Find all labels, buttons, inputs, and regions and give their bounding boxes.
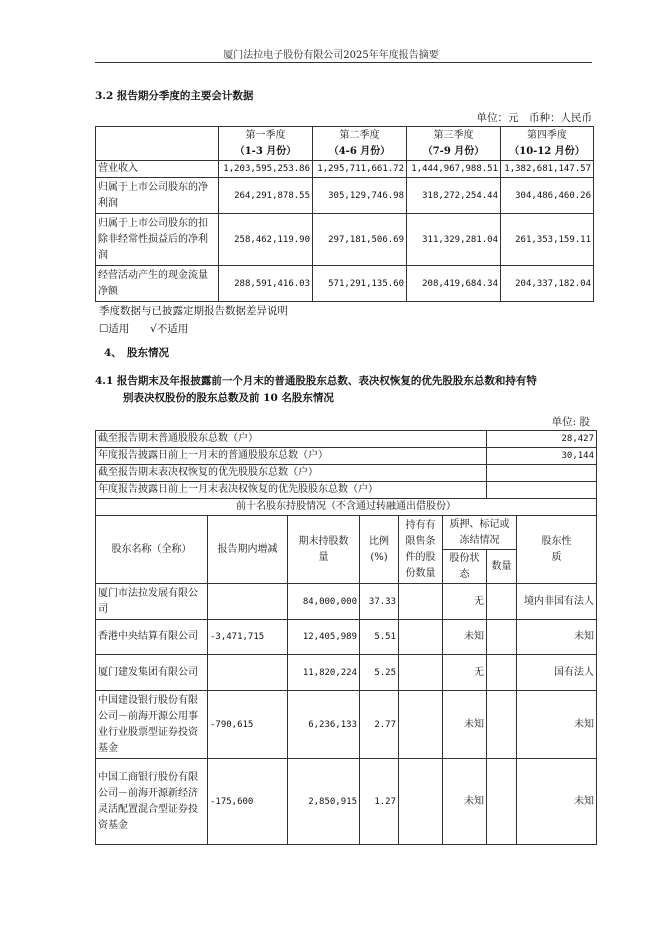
header-pledge-qty: 数量 [487,550,517,584]
holder-restricted [399,691,443,759]
holder-name: 中国工商银行股份有限公司－前海开源新经济灵活配置混合型证券投资基金 [96,759,208,845]
header-nature: 股东性质 [517,516,597,584]
holder-held: 2,850,915 [288,759,360,845]
table-row [96,178,594,214]
quarterly-header-row [96,127,594,161]
header-restricted: 持有有限售条件的股份数量 [399,516,443,584]
summary-value [487,482,597,499]
quarterly-data-table [95,126,594,302]
q4-header: 第四季度 （10-12 月份） [501,127,594,161]
holder-held: 11,820,224 [288,655,360,691]
table-row [96,759,597,845]
table-row [96,214,594,266]
holder-restricted [399,620,443,655]
cell-value: 258,462,119.90 [219,214,313,266]
page-header: 厦门法拉电子股份有限公司2025年年度报告摘要 [223,50,439,61]
holder-status: 无 [443,655,487,691]
holder-held: 6,236,133 [288,691,360,759]
table-row [96,620,597,655]
holder-qty [487,620,517,655]
holder-ratio: 2.77 [360,691,399,759]
holder-status: 未知 [443,691,487,759]
table-row [96,266,594,302]
cell-value: 571,291,135.60 [313,266,407,302]
header-rule [95,62,592,63]
summary-label: 年度报告披露日前上一月末的普通股股东总数（户） [96,448,487,465]
holder-nature: 国有法人 [517,655,597,691]
table-row [96,584,597,620]
holder-change [208,584,288,620]
q3-header: 第三季度 （7-9 月份） [407,127,501,161]
holder-restricted [399,584,443,620]
holder-name: 厦门建发集团有限公司 [96,655,208,691]
holder-header-row-1 [96,516,597,550]
header-name: 股东名称（全称） [96,516,208,584]
holder-held: 12,405,989 [288,620,360,655]
holder-change: -3,471,715 [208,620,288,655]
table-row [96,655,597,691]
holder-nature: 未知 [517,620,597,655]
cell-value: 305,129,746.98 [313,178,407,214]
header-held: 期末持股数量 [288,516,360,584]
holder-held: 84,000,000 [288,584,360,620]
summary-row [96,465,597,482]
cell-value: 1,382,681,147.57 [501,161,594,178]
holder-status: 无 [443,584,487,620]
section-4-1-title-line1: 4.1 报告期末及年报披露前一个月末的普通股股东总数、表决权恢复的优先股股东总数和持有特 [95,375,537,387]
summary-value: 30,144 [487,448,597,465]
cell-value: 1,203,595,253.86 [219,161,313,178]
holder-change: -790,615 [208,691,288,759]
header-pledge-status: 股份状态 [443,550,487,584]
cell-value: 1,295,711,661.72 [313,161,407,178]
cell-value: 208,419,684.34 [407,266,501,302]
summary-row [96,448,597,465]
holder-status: 未知 [443,759,487,845]
summary-row [96,482,597,499]
summary-label: 年度报告披露日前上一月末表决权恢复的优先股股东总数（户） [96,482,487,499]
holder-nature: 境内非国有法人 [517,584,597,620]
option-row [99,321,188,336]
section-4-title: 4、 股东情况 [104,347,170,359]
cell-value: 318,272,254.44 [407,178,501,214]
table-row [96,161,594,178]
shareholder-unit-label: 单位: 股 [551,416,590,428]
header-change: 报告期内增减 [208,516,288,584]
cell-value: 311,329,281.04 [407,214,501,266]
quarterly-unit-label: 单位：元 币种：人民币 [476,112,592,124]
table-row [96,691,597,759]
holder-name: 香港中央结算有限公司 [96,620,208,655]
header-pledge: 质押、标记或冻结情况 [443,516,517,550]
cell-value: 304,486,460.26 [501,178,594,214]
summary-value: 28,427 [487,431,597,448]
top10-caption: 前十名股东持股情况（不含通过转融通出借股份） [96,499,597,516]
holder-status: 未知 [443,620,487,655]
cell-value: 264,291,878.55 [219,178,313,214]
holder-qty [487,691,517,759]
holder-qty [487,759,517,845]
holder-qty [487,655,517,691]
q1-header: 第一季度 （1-3 月份） [219,127,313,161]
q2-header: 第二季度 （4-6 月份） [313,127,407,161]
section-3-2-title: 3.2 报告期分季度的主要会计数据 [95,90,254,102]
row-label: 经营活动产生的现金流量净额 [96,266,219,302]
cell-value: 1,444,967,988.51 [407,161,501,178]
holder-nature: 未知 [517,691,597,759]
holder-ratio: 5.51 [360,620,399,655]
cell-value: 204,337,182.04 [501,266,594,302]
holder-qty [487,584,517,620]
row-label: 归属于上市公司股东的净利润 [96,178,219,214]
header-ratio: 比例(%) [360,516,399,584]
summary-label: 截至报告期末普通股股东总数（户） [96,431,487,448]
top10-caption-row [96,499,597,516]
holder-name: 厦门市法拉发展有限公司 [96,584,208,620]
summary-row [96,431,597,448]
cell-value: 297,181,506.69 [313,214,407,266]
holder-ratio: 5.25 [360,655,399,691]
holder-change: -175,600 [208,759,288,845]
holder-nature: 未知 [517,759,597,845]
holder-change [208,655,288,691]
row-label: 营业收入 [96,161,219,178]
empty-header-cell [96,127,219,161]
diff-note: 季度数据与已披露定期报告数据差异说明 [99,305,288,317]
shareholder-table [95,430,597,845]
holder-name: 中国建设银行股份有限公司－前海开源公用事业行业股票型证券投资基金 [96,691,208,759]
holder-restricted [399,655,443,691]
checkbox-not-apply: √不适用 [150,323,189,335]
holder-ratio: 37.33 [360,584,399,620]
summary-label: 截至报告期末表决权恢复的优先股股东总数（户） [96,465,487,482]
cell-value: 261,353,159.11 [501,214,594,266]
checkbox-apply: ☐适用 [99,323,130,335]
holder-ratio: 1.27 [360,759,399,845]
row-label: 归属于上市公司股东的扣除非经常性损益后的净利润 [96,214,219,266]
section-4-1-title-line2: 别表决权股份的股东总数及前 10 名股东情况 [123,392,334,404]
holder-restricted [399,759,443,845]
cell-value: 288,591,416.03 [219,266,313,302]
summary-value [487,465,597,482]
